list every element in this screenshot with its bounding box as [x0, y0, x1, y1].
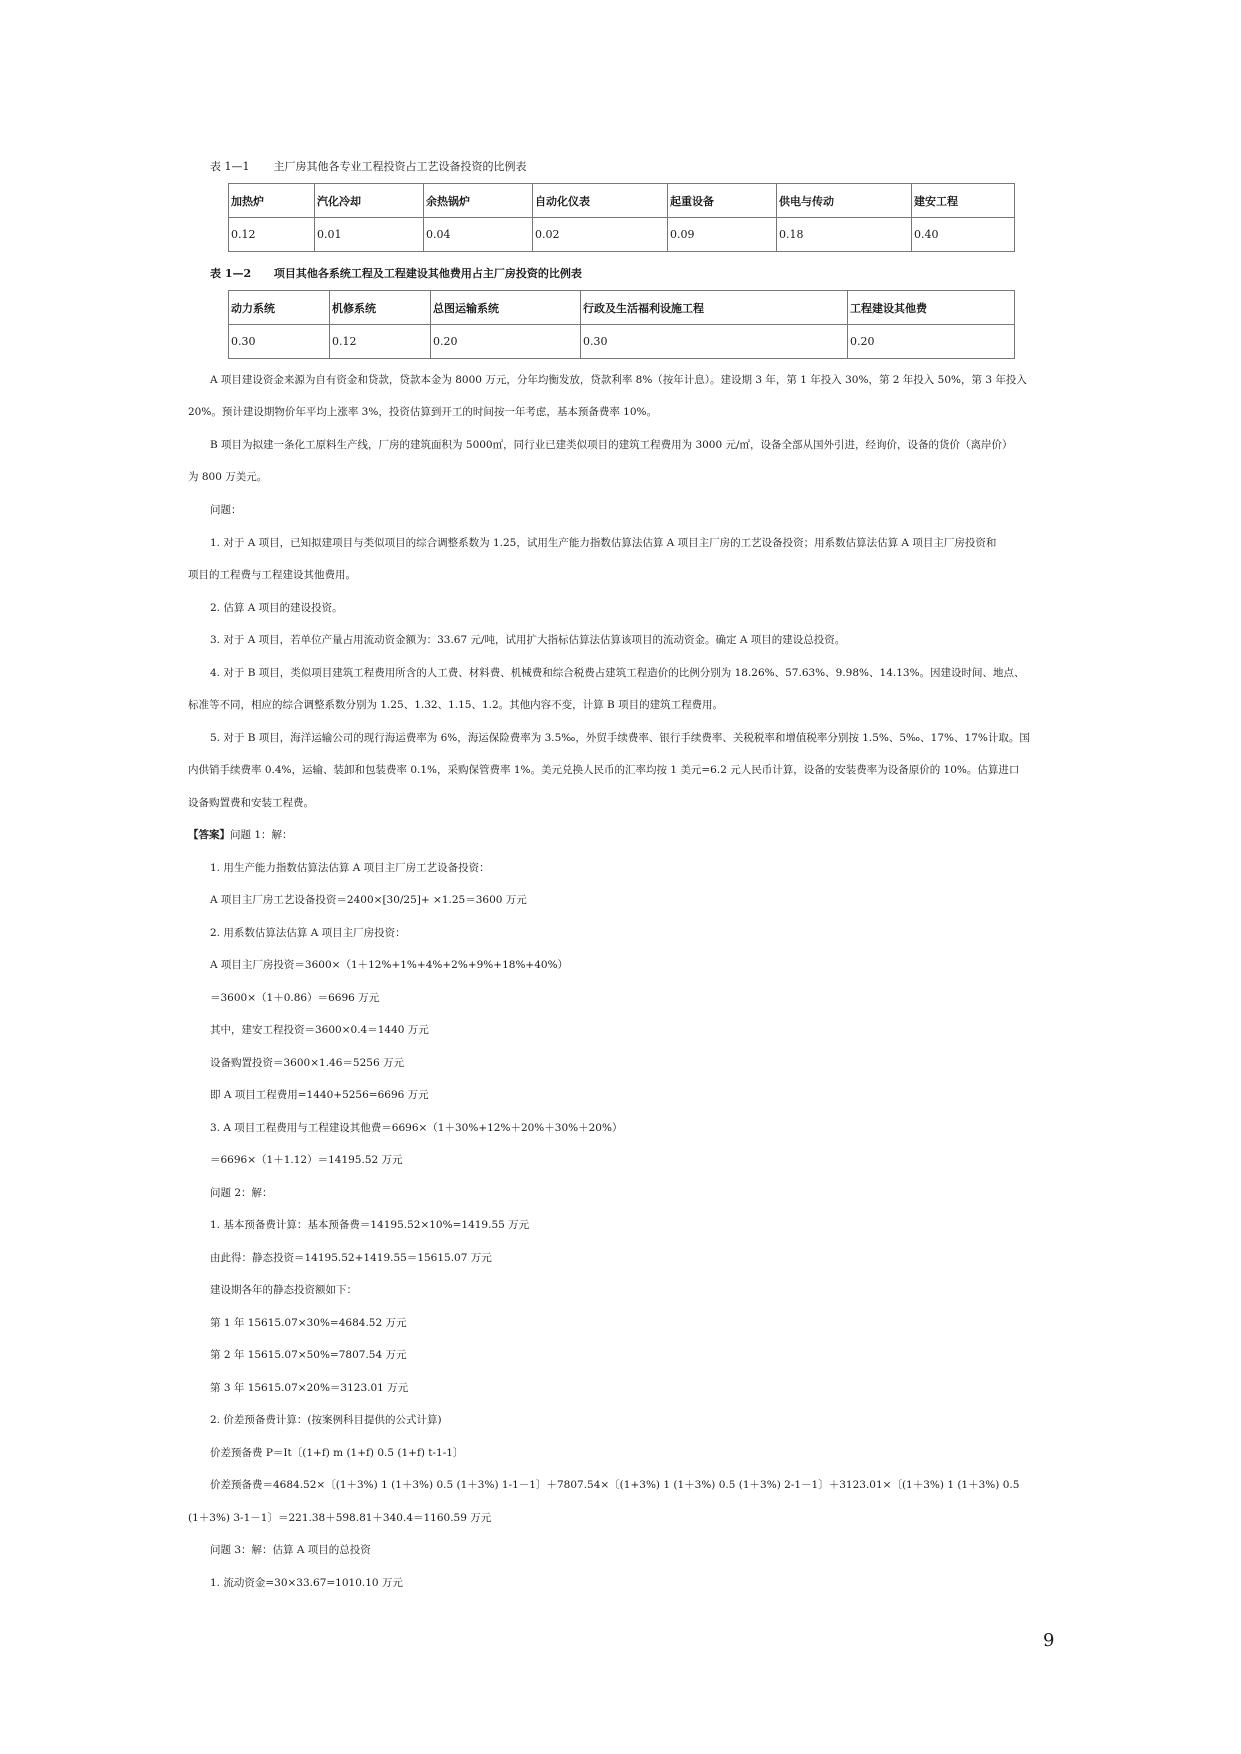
- table1-number: 表 1—1: [210, 160, 250, 173]
- body-line: 第 2 年 15615.07×50%=7807.54 万元: [210, 1349, 407, 1361]
- answer-label: 【答案】: [188, 829, 230, 841]
- table1-header-cell: 供电与传动: [777, 184, 912, 218]
- body-line: 1. 流动资金=30×33.67=1010.10 万元: [210, 1577, 403, 1589]
- table1-header-cell: 余热锅炉: [424, 184, 533, 218]
- body-line: 第 1 年 15615.07×30%=4684.52 万元: [210, 1317, 407, 1329]
- page-number: 9: [1043, 1630, 1055, 1651]
- table1-value-cell: 0.04: [424, 218, 533, 252]
- body-line: 内供销手续费率 0.4%，运输、装卸和包装费率 0.1%，采购保管费率 1%。美元兑换人民币的汇率均按 1 美元=6.2 元人民币计算，设备的安装费率为设备原价的 10%。估算进口: [188, 764, 1020, 776]
- body-line: 由此得：静态投资＝14195.52+1419.55＝15615.07 万元: [210, 1252, 492, 1264]
- table2-value-cell: 0.30: [581, 325, 848, 359]
- body-line: 1. 用生产能力指数估算法估算 A 项目主厂房工艺设备投资：: [210, 862, 490, 874]
- table1-value-cell: 0.40: [912, 218, 1015, 252]
- body-line: 设备购置投资＝3600×1.46＝5256 万元: [210, 1057, 404, 1069]
- body-line: 2. 用系数估算法估算 A 项目主厂房投资：: [210, 927, 406, 939]
- table2-header-cell: 动力系统: [229, 291, 330, 325]
- answer-line: [188, 827, 293, 842]
- answer-text: 问题 1：解：: [230, 829, 293, 841]
- table1-value-cell: 0.09: [668, 218, 777, 252]
- table2-header-cell: 总图运输系统: [431, 291, 581, 325]
- table2-title: 项目其他各系统工程及工程建设其他费用占主厂房投资的比例表: [273, 267, 582, 280]
- body-line: 第 3 年 15615.07×20%＝3123.01 万元: [210, 1382, 409, 1394]
- body-line: ＝6696×（1＋1.12）＝14195.52 万元: [210, 1154, 403, 1166]
- table2: [228, 290, 1015, 359]
- table1-value-cell: 0.18: [777, 218, 912, 252]
- table1-header-cell: 汽化冷却: [315, 184, 424, 218]
- body-line: A 项目主厂房投资＝3600×（1＋12%+1%+4%+2%+9%+18%+40%）: [210, 959, 569, 971]
- body-line: 价差预备费＝4684.52×〔(1＋3%) 1 (1＋3%) 0.5 (1＋3%) 1-1－1〕＋7807.54×〔(1+3%) 1 (1＋3%) 0.5 (1＋3%) 2-1－1〕＋3123.01×〔(1＋3%) 1 (1＋3%) 0.5: [210, 1479, 1020, 1491]
- body-line: 问题 2：解：: [210, 1187, 273, 1199]
- body-line: A 项目建设资金来源为自有资金和贷款，贷款本金为 8000 万元，分年均衡发放，贷款利率 8%（按年计息）。建设期 3 年，第 1 年投入 30%，第 2 年投入 50%，第 3 年投入: [210, 374, 1027, 386]
- table1-value-cell: 0.12: [229, 218, 315, 252]
- body-line: 2. 估算 A 项目的建设投资。: [210, 602, 343, 614]
- table1-caption: [210, 158, 527, 174]
- body-line: 4. 对于 B 项目，类似项目建筑工程费用所含的人工费、材料费、机械费和综合税费占建筑工程造价的比例分别为 18.26%、57.63%、9.98%、14.13%。因建设时间、地点、: [210, 667, 1025, 679]
- body-line: 问题 3：解：估算 A 项目的总投资: [210, 1544, 371, 1556]
- table1: [228, 183, 1015, 252]
- body-line: 1. 对于 A 项目，已知拟建项目与类似项目的综合调整系数为 1.25，试用生产能力指数估算法估算 A 项目主厂房的工艺设备投资；用系数估算法估算 A 项目主厂房投资和: [210, 537, 997, 549]
- table1-title: 主厂房其他各专业工程投资占工艺设备投资的比例表: [273, 160, 527, 173]
- body-line: 建设期各年的静态投资额如下：: [210, 1284, 357, 1296]
- table2-value-row: [229, 325, 1015, 359]
- body-line: A 项目主厂房工艺设备投资＝2400×[30/25]+ ×1.25＝3600 万元: [210, 894, 527, 906]
- body-line: ＝3600×（1＋0.86）＝6696 万元: [210, 992, 380, 1004]
- body-line: 其中，建安工程投资＝3600×0.4＝1440 万元: [210, 1024, 429, 1036]
- table2-value-cell: 0.30: [229, 325, 330, 359]
- table1-value-cell: 0.02: [533, 218, 668, 252]
- table2-caption: [210, 265, 582, 281]
- table2-header-row: [229, 291, 1015, 325]
- body-line: 20%。预计建设期物价年平均上涨率 3%，投资估算到开工的时间按一年考虑，基本预备费率 10%。: [188, 406, 658, 418]
- table1-header-cell: 加热炉: [229, 184, 315, 218]
- body-line: B 项目为拟建一条化工原料生产线，厂房的建筑面积为 5000㎡，同行业已建类似项目的建筑工程费用为 3000 元/㎡，设备全部从国外引进，经询价，设备的货价（离岸价）: [210, 439, 1013, 451]
- table1-value-row: [229, 218, 1015, 252]
- body-line: 1. 基本预备费计算：基本预备费＝14195.52×10%=1419.55 万元: [210, 1219, 530, 1231]
- table2-header-cell: 工程建设其他费: [848, 291, 1015, 325]
- table2-number: 表 1—2: [210, 267, 252, 280]
- body-line: (1＋3%) 3-1－1〕＝221.38＋598.81＋340.4＝1160.59 万元: [188, 1512, 492, 1524]
- table2-value-cell: 0.20: [848, 325, 1015, 359]
- table1-header-cell: 自动化仪表: [533, 184, 668, 218]
- body-line: 项目的工程费与工程建设其他费用。: [188, 569, 356, 581]
- table1-header-row: [229, 184, 1015, 218]
- table1-header-cell: 建安工程: [912, 184, 1015, 218]
- body-line: 2. 价差预备费计算：(按案例科目提供的公式计算): [210, 1414, 442, 1426]
- table1-header-cell: 起重设备: [668, 184, 777, 218]
- table2-value-cell: 0.20: [431, 325, 581, 359]
- table1-value-cell: 0.01: [315, 218, 424, 252]
- body-line: 为 800 万美元。: [188, 471, 268, 483]
- body-line: 标准等不同，相应的综合调整系数分别为 1.25、1.32、1.15、1.2。其他内容不变，计算 B 项目的建筑工程费用。: [188, 699, 724, 711]
- body-line: 即 A 项目工程费用=1440+5256=6696 万元: [210, 1089, 429, 1101]
- body-line: 5. 对于 B 项目，海洋运输公司的现行海运费率为 6%，海运保险费率为 3.5‰，外贸手续费率、银行手续费率、关税税率和增值税率分别按 1.5%、5‰、17%、17%计取。国: [210, 732, 1030, 744]
- body-line: 价差预备费 P＝It〔(1+f) m (1+f) 0.5 (1+f) t-1-1〕: [210, 1447, 464, 1459]
- body-line: 设备购置费和安装工程费。: [188, 797, 314, 809]
- body-line: 问题：: [210, 504, 242, 516]
- body-line: 3. A 项目工程费用与工程建设其他费＝6696×（1＋30%+12%＋20%＋30%＋20%）: [210, 1122, 623, 1134]
- body-line: 3. 对于 A 项目，若单位产量占用流动资金额为：33.67 元/吨，试用扩大指标估算法估算该项目的流动资金。确定 A 项目的建设总投资。: [210, 634, 846, 646]
- table2-value-cell: 0.12: [330, 325, 431, 359]
- table2-header-cell: 行政及生活福利设施工程: [581, 291, 848, 325]
- table2-header-cell: 机修系统: [330, 291, 431, 325]
